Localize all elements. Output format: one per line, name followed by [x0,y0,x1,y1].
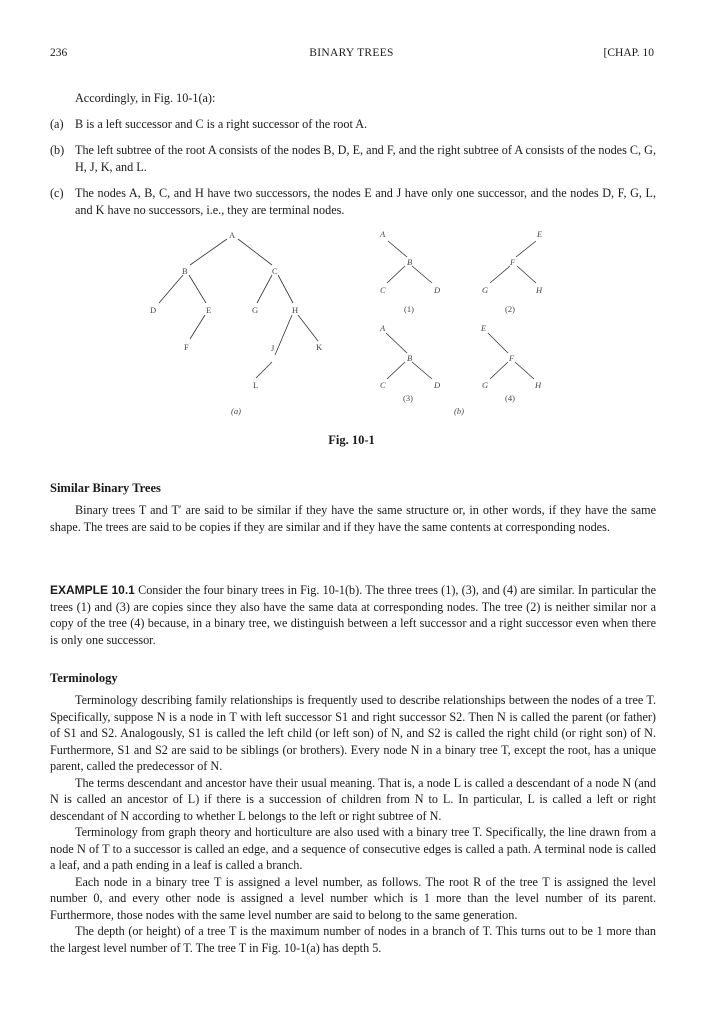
tree-node: E [206,305,212,315]
edge [490,362,508,379]
page-number: 236 [50,47,68,59]
example-10-1 [50,582,656,648]
edge [238,239,272,265]
list-item-label: (b) [50,143,65,157]
edge [387,266,405,283]
similar-paragraph: Binary trees T and T′ are said to be similar if they have the same structure or, in other words, if they have the same shape. The trees are said to be copies if they are similar and if they have the same contents at corresponding nodes. [50,503,656,534]
tree-node: A [380,229,386,239]
tree-node: D [434,380,441,390]
list-item-text: B is a left successor and C is a right successor of the root A. [75,117,368,131]
terminology-paragraph: The depth (or height) of a tree T is the maximum number of nodes in a branch of T. This turns out to be 1 more than the largest level number of T. The tree T in Fig. 10-1(a) has depth 5. [50,924,656,955]
intro-text: Accordingly, in Fig. 10-1(a): [75,91,216,105]
example-text: Consider the four binary trees in Fig. 10-1(b). The three trees (1), (3), and (4) are similar. In particular the trees (1) and (3) are copies since they also have the same data at corresponding nodes. The tree (2) is neither similar nor a copy of the tree (4) because, in a binary tree, we distinguish between a left successor and a right successor even when there is only one successor. [50,583,656,647]
edge [257,275,272,303]
terminology-paragraph: Terminology describing family relationships is frequently used to describe relationships between the nodes of a tree T. Specifically, suppose N is a node in T with left successor S1 and right successor S2. Then N is called the parent (or father) of S1 and S2. Analogously, S1 is called the left child (or left son) of N, and S2 is called the right child (or right son) of N. Furthermore, S1 and S2 are said to be siblings (or brothers). Every node N in a binary tree T, except the root, has a unique parent, called the predecessor of N. [50,693,656,773]
edge [412,362,432,379]
edge [159,275,183,303]
tree-node: H [535,380,542,390]
edge [516,241,536,257]
edge [386,333,407,353]
list-item-text: The left subtree of the root A consists of the nodes B, D, E, and F, and the right subtree of A consists of the nodes C, G, H, J, K, and L. [75,143,656,174]
figure-label-b: (b) [454,406,464,416]
edge [388,241,407,257]
edge [515,362,534,379]
tree-node: H [292,305,299,315]
tree-node: C [380,380,386,390]
running-title: BINARY TREES [309,47,394,59]
tree-node: D [150,305,157,315]
chapter-label: [CHAP. 10 [603,47,654,59]
list-item [50,185,656,218]
tree-node: H [536,285,543,295]
tree-node: G [482,285,489,295]
edge [490,266,510,283]
edge [387,362,405,379]
tree-label: (1) [404,304,414,314]
intro-line [50,90,656,107]
edge [275,315,292,355]
terminology-paragraph: Each node in a binary tree T is assigned a level number, as follows. The root R of the tree T is assigned the level number 0, and every other node is assigned a level number which is 1 more than the level number of its parent. Furthermore, those nodes with the same level number are said to belong to the same generation. [50,874,656,922]
tree-label: (2) [505,304,515,314]
tree-node: F [509,353,515,363]
tree-node: L [253,380,259,390]
tree-node: K [316,342,323,352]
edge [278,275,293,303]
list-item [50,142,656,175]
section-heading-terminology: Terminology [50,671,118,685]
edge [190,239,227,265]
tree-node: G [482,380,489,390]
edge [412,266,432,283]
tree-node: A [229,230,236,240]
tree-node: G [252,305,259,315]
figure-caption: Fig. 10-1 [328,433,375,447]
edge [488,333,508,353]
list-item-label: (a) [50,117,64,131]
edge [517,266,536,283]
list-item-text: The nodes A, B, C, and H have two successors, the nodes E and J have only one successor, and the nodes D, F, G, L, and K have no successors, i.e., they are terminal nodes. [75,186,656,217]
figure-10-1 [0,225,703,425]
list-item-label: (c) [50,186,64,200]
tree-node: C [380,285,386,295]
terminology-paragraph: The terms descendant and ancestor have their usual meaning. That is, a node L is called a descendant of a node N (and N is called an ancestor of L) if there is a succession of children from N to L. In particular, L is called a left or right descendant of N according to whether L belongs to the left or right subtree of N. [50,775,656,823]
section-heading-similar: Similar Binary Trees [50,481,161,495]
tree-node: J [271,343,275,353]
terminology-paragraph: Terminology from graph theory and horticulture are also used with a binary tree T. Specifically, the line drawn from a node N of T to a successor is called an edge, and a sequence of consecutive edges is called a path. A terminal node is called a leaf, and a path ending in a leaf is called a branch. [50,825,656,872]
edge [256,362,272,378]
tree-node: C [272,266,278,276]
tree-node: B [407,257,413,267]
tree-node: D [434,285,441,295]
tree-node: F [510,257,516,267]
tree-label: (4) [505,393,515,403]
tree-node: E [481,323,487,333]
tree-label: (3) [403,393,413,403]
edge [298,315,318,341]
terminology-body [50,692,656,956]
edge [189,275,206,303]
tree-node: E [537,229,543,239]
tree-node: F [184,342,189,352]
tree-node: B [182,266,188,276]
figure-label-a: (a) [231,406,241,416]
list-item [50,116,656,133]
edge [190,315,205,339]
tree-node: B [407,353,413,363]
example-label: EXAMPLE 10.1 [50,583,135,597]
tree-node: A [380,323,386,333]
